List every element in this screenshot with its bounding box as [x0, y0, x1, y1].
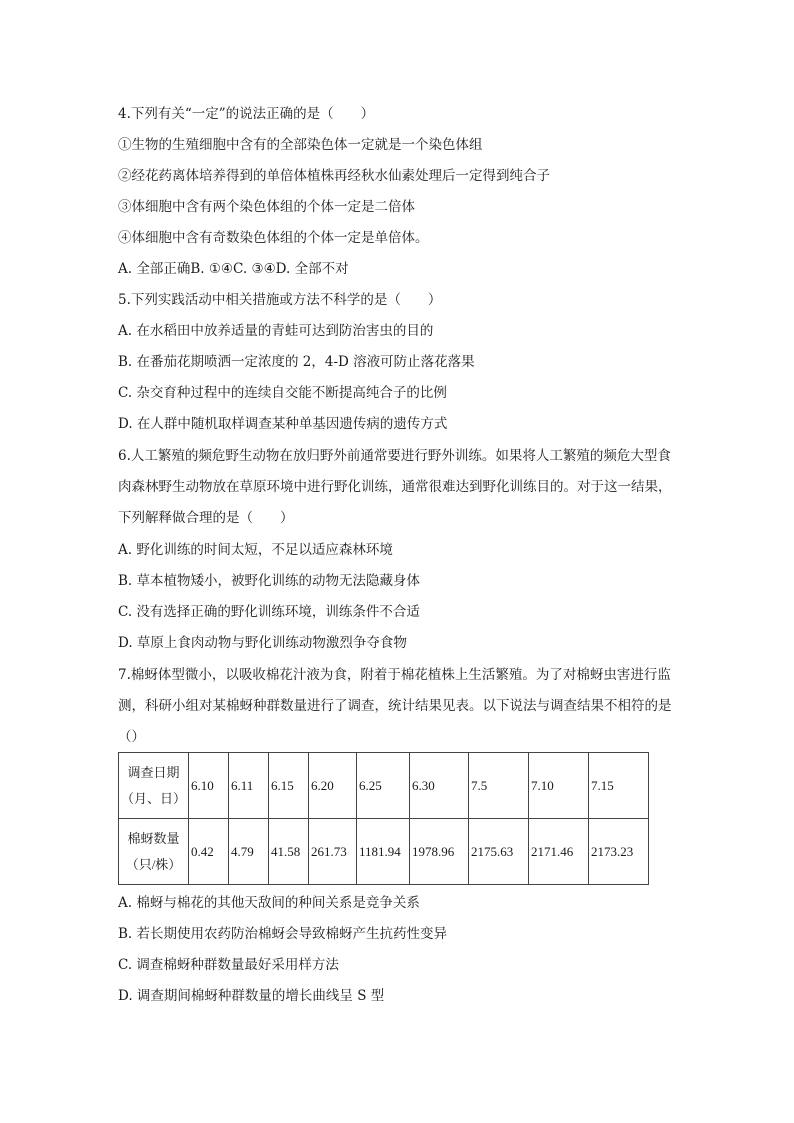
table-cell: 0.42 — [189, 819, 229, 885]
q7-stem: 7.棉蚜体型微小，以吸收棉花汁液为食，附着于棉花植株上生活繁殖。为了对棉蚜虫害进行监测，科研小组对某棉蚜种群数量进行了调查，统计结果见表。以下说法与调查结果不相符的是（） — [118, 667, 672, 745]
q4-stem: 4.下列有关“一定”的说法正确的是（ ） — [118, 106, 375, 122]
table-cell: 1181.94 — [357, 819, 410, 885]
q7-option-b: B. 若长期使用农药防治棉蚜会导致棉蚜产生抗药性变异 — [118, 926, 448, 942]
q5-option-c: C. 杂交育种过程中的连续自交能不断提高纯合子的比例 — [118, 385, 447, 401]
table-cell: 1978.96 — [410, 819, 469, 885]
q4-item-2: ②经花药离体培养得到的单倍体植株再经秋水仙素处理后一定得到纯合子 — [118, 168, 550, 184]
table-cell: 6.10 — [189, 753, 229, 819]
q5-stem: 5.下列实践活动中相关措施或方法不科学的是（ ） — [118, 292, 442, 308]
table-cell: 7.10 — [529, 753, 589, 819]
table-cell: 261.73 — [309, 819, 357, 885]
q6-option-c: C. 没有选择正确的野化训练环境，训练条件不合适 — [118, 604, 420, 620]
table-cell: 6.25 — [357, 753, 410, 819]
q7-option-c: C. 调查棉蚜种群数量最好采用样方法 — [118, 957, 339, 973]
q6-option-b: B. 草本植物矮小，被野化训练的动物无法隐藏身体 — [118, 573, 421, 589]
q5-option-a: A. 在水稻田中放养适量的青蛙可达到防治害虫的目的 — [118, 323, 434, 339]
q6-option-d: D. 草原上食肉动物与野化训练动物激烈争夺食物 — [118, 635, 407, 651]
table-row-date — [119, 753, 649, 819]
survey-table — [118, 752, 649, 885]
table-cell: 7.5 — [469, 753, 529, 819]
table-cell: 6.30 — [410, 753, 469, 819]
q7-option-d: D. 调查期间棉蚜种群数量的增长曲线呈 S 型 — [118, 988, 385, 1004]
q5-option-b: B. 在番茄花期喷洒一定浓度的 2，4-D 溶液可防止落花落果 — [118, 354, 475, 370]
q7-option-a: A. 棉蚜与棉花的其他天敌间的种间关系是竞争关系 — [118, 895, 420, 911]
q6-option-a: A. 野化训练的时间太短，不足以适应森林环境 — [118, 542, 393, 558]
table-header-count: 棉蚜数量 （只/株） — [119, 819, 189, 885]
q6-stem: 6.人工繁殖的频危野生动物在放归野外前通常要进行野外训练。如果将人工繁殖的频危大型食肉森林野生动物放在草原环境中进行野化训练，通常很难达到野化训练目的。对于这一结果，下列解释做合理的是（ ） — [118, 448, 672, 526]
table-cell: 7.15 — [589, 753, 649, 819]
q5-option-d: D. 在人群中随机取样调查某种单基因遗传病的遗传方式 — [118, 416, 448, 432]
table-cell: 6.20 — [309, 753, 357, 819]
table-cell: 2175.63 — [469, 819, 529, 885]
table-cell: 2173.23 — [589, 819, 649, 885]
q4-options: A. 全部正确B. ①④C. ③④D. 全部不对 — [118, 261, 349, 277]
table-cell: 41.58 — [269, 819, 309, 885]
q4-item-4: ④体细胞中含有奇数染色体组的个体一定是单倍体。 — [118, 230, 429, 246]
table-header-date: 调查日期 （月、日） — [119, 753, 189, 819]
q4-item-3: ③体细胞中含有两个染色体组的个体一定是二倍体 — [118, 199, 415, 215]
table-row-count — [119, 819, 649, 885]
table-cell: 6.15 — [269, 753, 309, 819]
q4-item-1: ①生物的生殖细胞中含有的全部染色体一定就是一个染色体组 — [118, 137, 483, 153]
table-cell: 6.11 — [229, 753, 269, 819]
table-cell: 4.79 — [229, 819, 269, 885]
table-cell: 2171.46 — [529, 819, 589, 885]
